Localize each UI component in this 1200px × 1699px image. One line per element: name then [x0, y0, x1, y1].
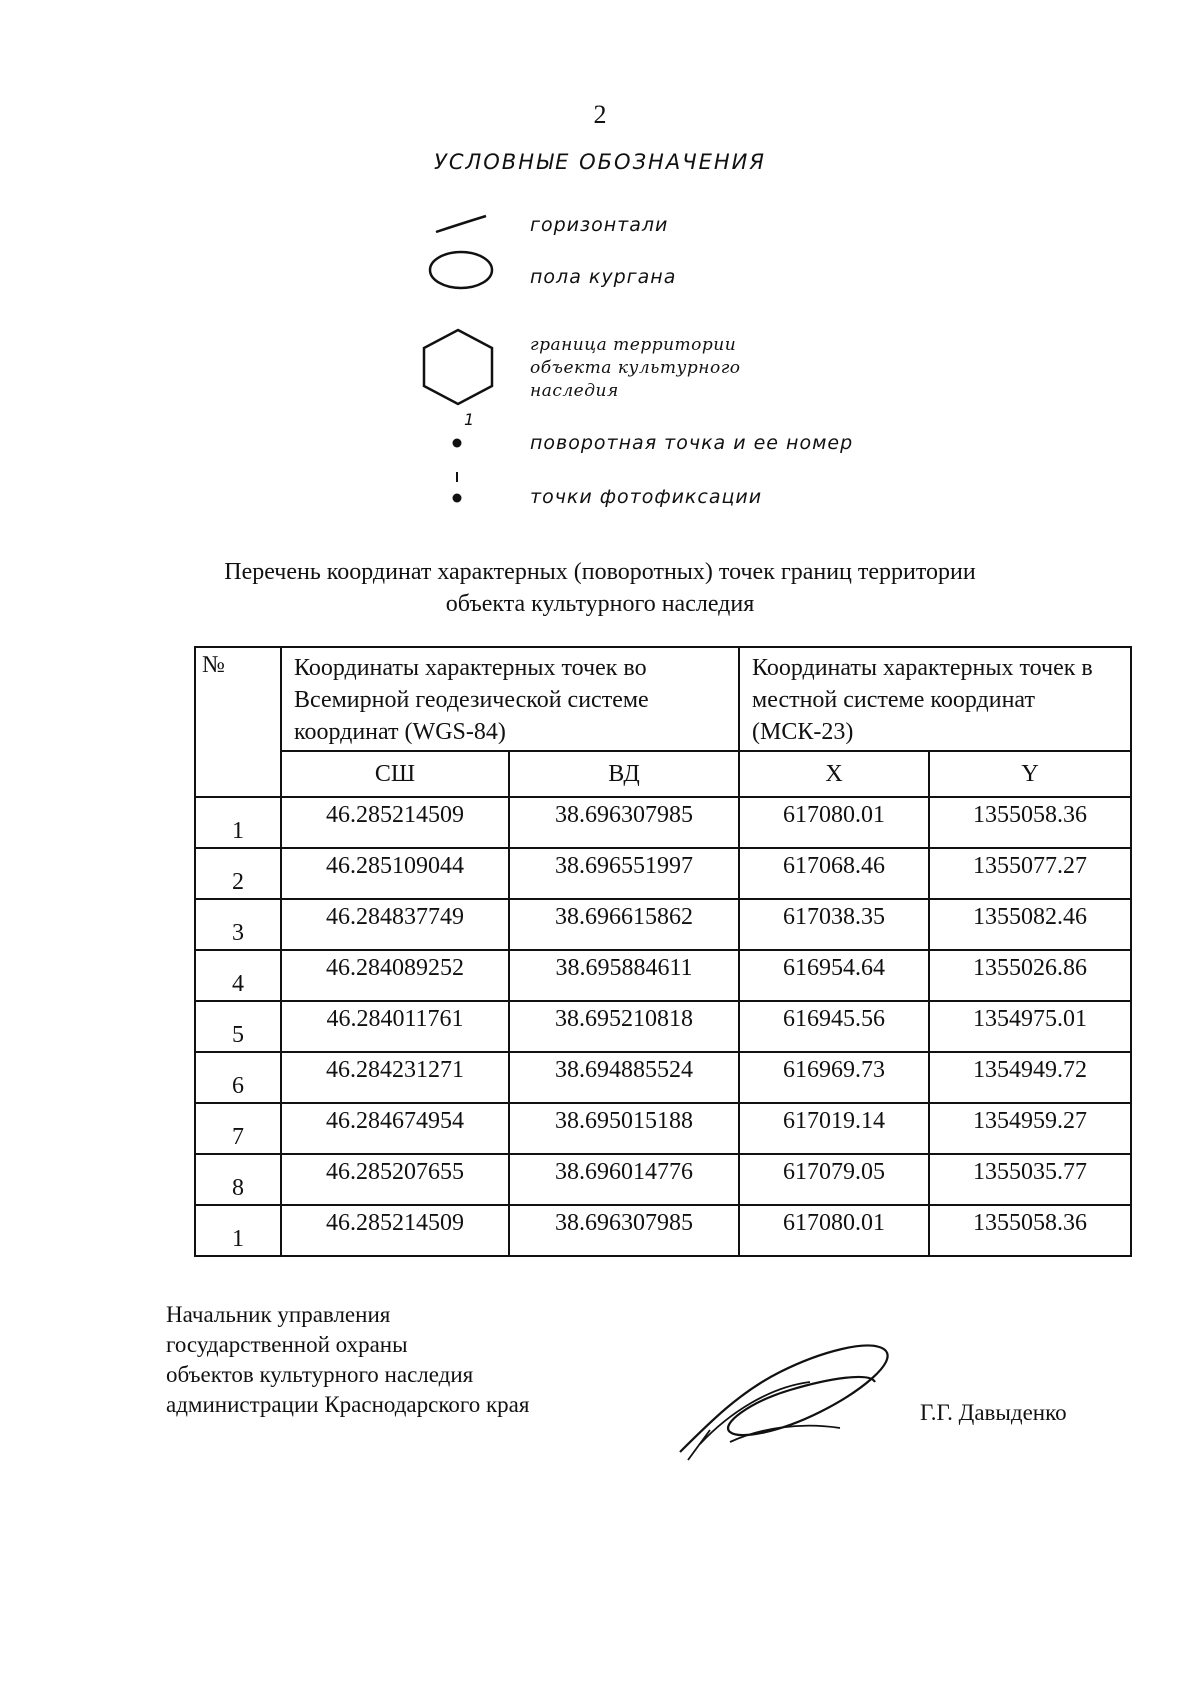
y-cell: 1355035.77 — [929, 1154, 1131, 1205]
coordinates-table — [194, 646, 1132, 1257]
longitude-cell: 38.696307985 — [509, 797, 739, 848]
latitude-cell: 46.284011761 — [281, 1001, 509, 1052]
header-longitude: ВД — [509, 751, 739, 797]
x-cell: 616945.56 — [739, 1001, 929, 1052]
hexagon-icon — [418, 326, 498, 408]
header-msk23: Координаты характерных точек в местной системе координат (МСК-23) — [739, 647, 1131, 751]
longitude-cell: 38.696307985 — [509, 1205, 739, 1256]
x-cell: 617019.14 — [739, 1103, 929, 1154]
signer-title-line-2: государственной охраны — [166, 1332, 408, 1357]
latitude-cell: 46.284089252 — [281, 950, 509, 1001]
legend-label-photo-points: точки фотофиксации — [530, 486, 763, 508]
list-title — [0, 556, 1200, 620]
table-body — [195, 797, 1131, 1256]
point-number: 8 — [195, 1154, 281, 1205]
point-number: 5 — [195, 1001, 281, 1052]
contour-line-icon — [434, 212, 490, 236]
y-cell: 1354975.01 — [929, 1001, 1131, 1052]
ellipse-icon — [426, 248, 496, 292]
y-cell: 1355058.36 — [929, 1205, 1131, 1256]
table-row — [195, 950, 1131, 1001]
longitude-cell: 38.696551997 — [509, 848, 739, 899]
table-row — [195, 1001, 1131, 1052]
latitude-cell: 46.285207655 — [281, 1154, 509, 1205]
y-cell: 1354959.27 — [929, 1103, 1131, 1154]
point-number: 4 — [195, 950, 281, 1001]
x-cell: 617080.01 — [739, 1205, 929, 1256]
page-number: 2 — [593, 100, 607, 129]
numbered-point-icon — [450, 436, 464, 450]
table-header-row — [195, 647, 1131, 751]
point-number: 7 — [195, 1103, 281, 1154]
y-cell: 1355082.46 — [929, 899, 1131, 950]
longitude-cell: 38.695884611 — [509, 950, 739, 1001]
table-row — [195, 899, 1131, 950]
table-row — [195, 1205, 1131, 1256]
x-cell: 617038.35 — [739, 899, 929, 950]
x-cell: 617080.01 — [739, 797, 929, 848]
signer-title-line-4: администрации Краснодарского края — [166, 1392, 530, 1417]
longitude-cell: 38.695210818 — [509, 1001, 739, 1052]
signer-title — [166, 1300, 529, 1420]
signer-name: Г.Г. Давыденко — [920, 1400, 1067, 1425]
x-cell: 617068.46 — [739, 848, 929, 899]
numbered-point-marker: 1 — [464, 410, 475, 429]
x-cell: 616954.64 — [739, 950, 929, 1001]
longitude-cell: 38.696014776 — [509, 1154, 739, 1205]
longitude-cell: 38.694885524 — [509, 1052, 739, 1103]
x-cell: 617079.05 — [739, 1154, 929, 1205]
list-title-line-1: Перечень координат характерных (поворотных) точек границ территории — [224, 559, 976, 585]
point-number: 3 — [195, 899, 281, 950]
header-y: Y — [929, 751, 1131, 797]
longitude-cell: 38.695015188 — [509, 1103, 739, 1154]
y-cell: 1355058.36 — [929, 797, 1131, 848]
y-cell: 1354949.72 — [929, 1052, 1131, 1103]
point-number: 6 — [195, 1052, 281, 1103]
handwritten-signature — [670, 1332, 900, 1462]
table-subheader-row — [195, 751, 1131, 797]
point-number: 1 — [195, 1205, 281, 1256]
table-row — [195, 848, 1131, 899]
latitude-cell: 46.284231271 — [281, 1052, 509, 1103]
photo-point-icon — [450, 470, 464, 506]
longitude-cell: 38.696615862 — [509, 899, 739, 950]
table-row — [195, 1154, 1131, 1205]
legend-label-mound: пола кургана — [530, 266, 677, 288]
header-wgs84: Координаты характерных точек во Всемирной геодезической системе координат (WGS-84) — [281, 647, 739, 751]
legend-label-boundary — [530, 334, 741, 403]
signer-title-line-1: Начальник управления — [166, 1302, 391, 1327]
header-latitude: СШ — [281, 751, 509, 797]
latitude-cell: 46.285109044 — [281, 848, 509, 899]
legend-label-turning-point: поворотная точка и ее номер — [530, 432, 854, 454]
latitude-cell: 46.285214509 — [281, 797, 509, 848]
table-row — [195, 797, 1131, 848]
legend-title: УСЛОВНЫЕ ОБОЗНАЧЕНИЯ — [434, 150, 766, 174]
point-number: 2 — [195, 848, 281, 899]
latitude-cell: 46.284837749 — [281, 899, 509, 950]
latitude-cell: 46.285214509 — [281, 1205, 509, 1256]
legend-label-contours: горизонтали — [530, 214, 669, 236]
legend-boundary-line-3: наследия — [530, 381, 619, 401]
y-cell: 1355077.27 — [929, 848, 1131, 899]
legend-boundary-line-1: граница территории — [530, 335, 737, 355]
y-cell: 1355026.86 — [929, 950, 1131, 1001]
table-row — [195, 1103, 1131, 1154]
x-cell: 616969.73 — [739, 1052, 929, 1103]
legend-boundary-line-2: объекта культурного — [530, 358, 741, 378]
header-number: № — [195, 647, 281, 797]
header-x: X — [739, 751, 929, 797]
table-row — [195, 1052, 1131, 1103]
latitude-cell: 46.284674954 — [281, 1103, 509, 1154]
list-title-line-2: объекта культурного наследия — [445, 591, 755, 617]
point-number: 1 — [195, 797, 281, 848]
signer-title-line-3: объектов культурного наследия — [166, 1362, 474, 1387]
